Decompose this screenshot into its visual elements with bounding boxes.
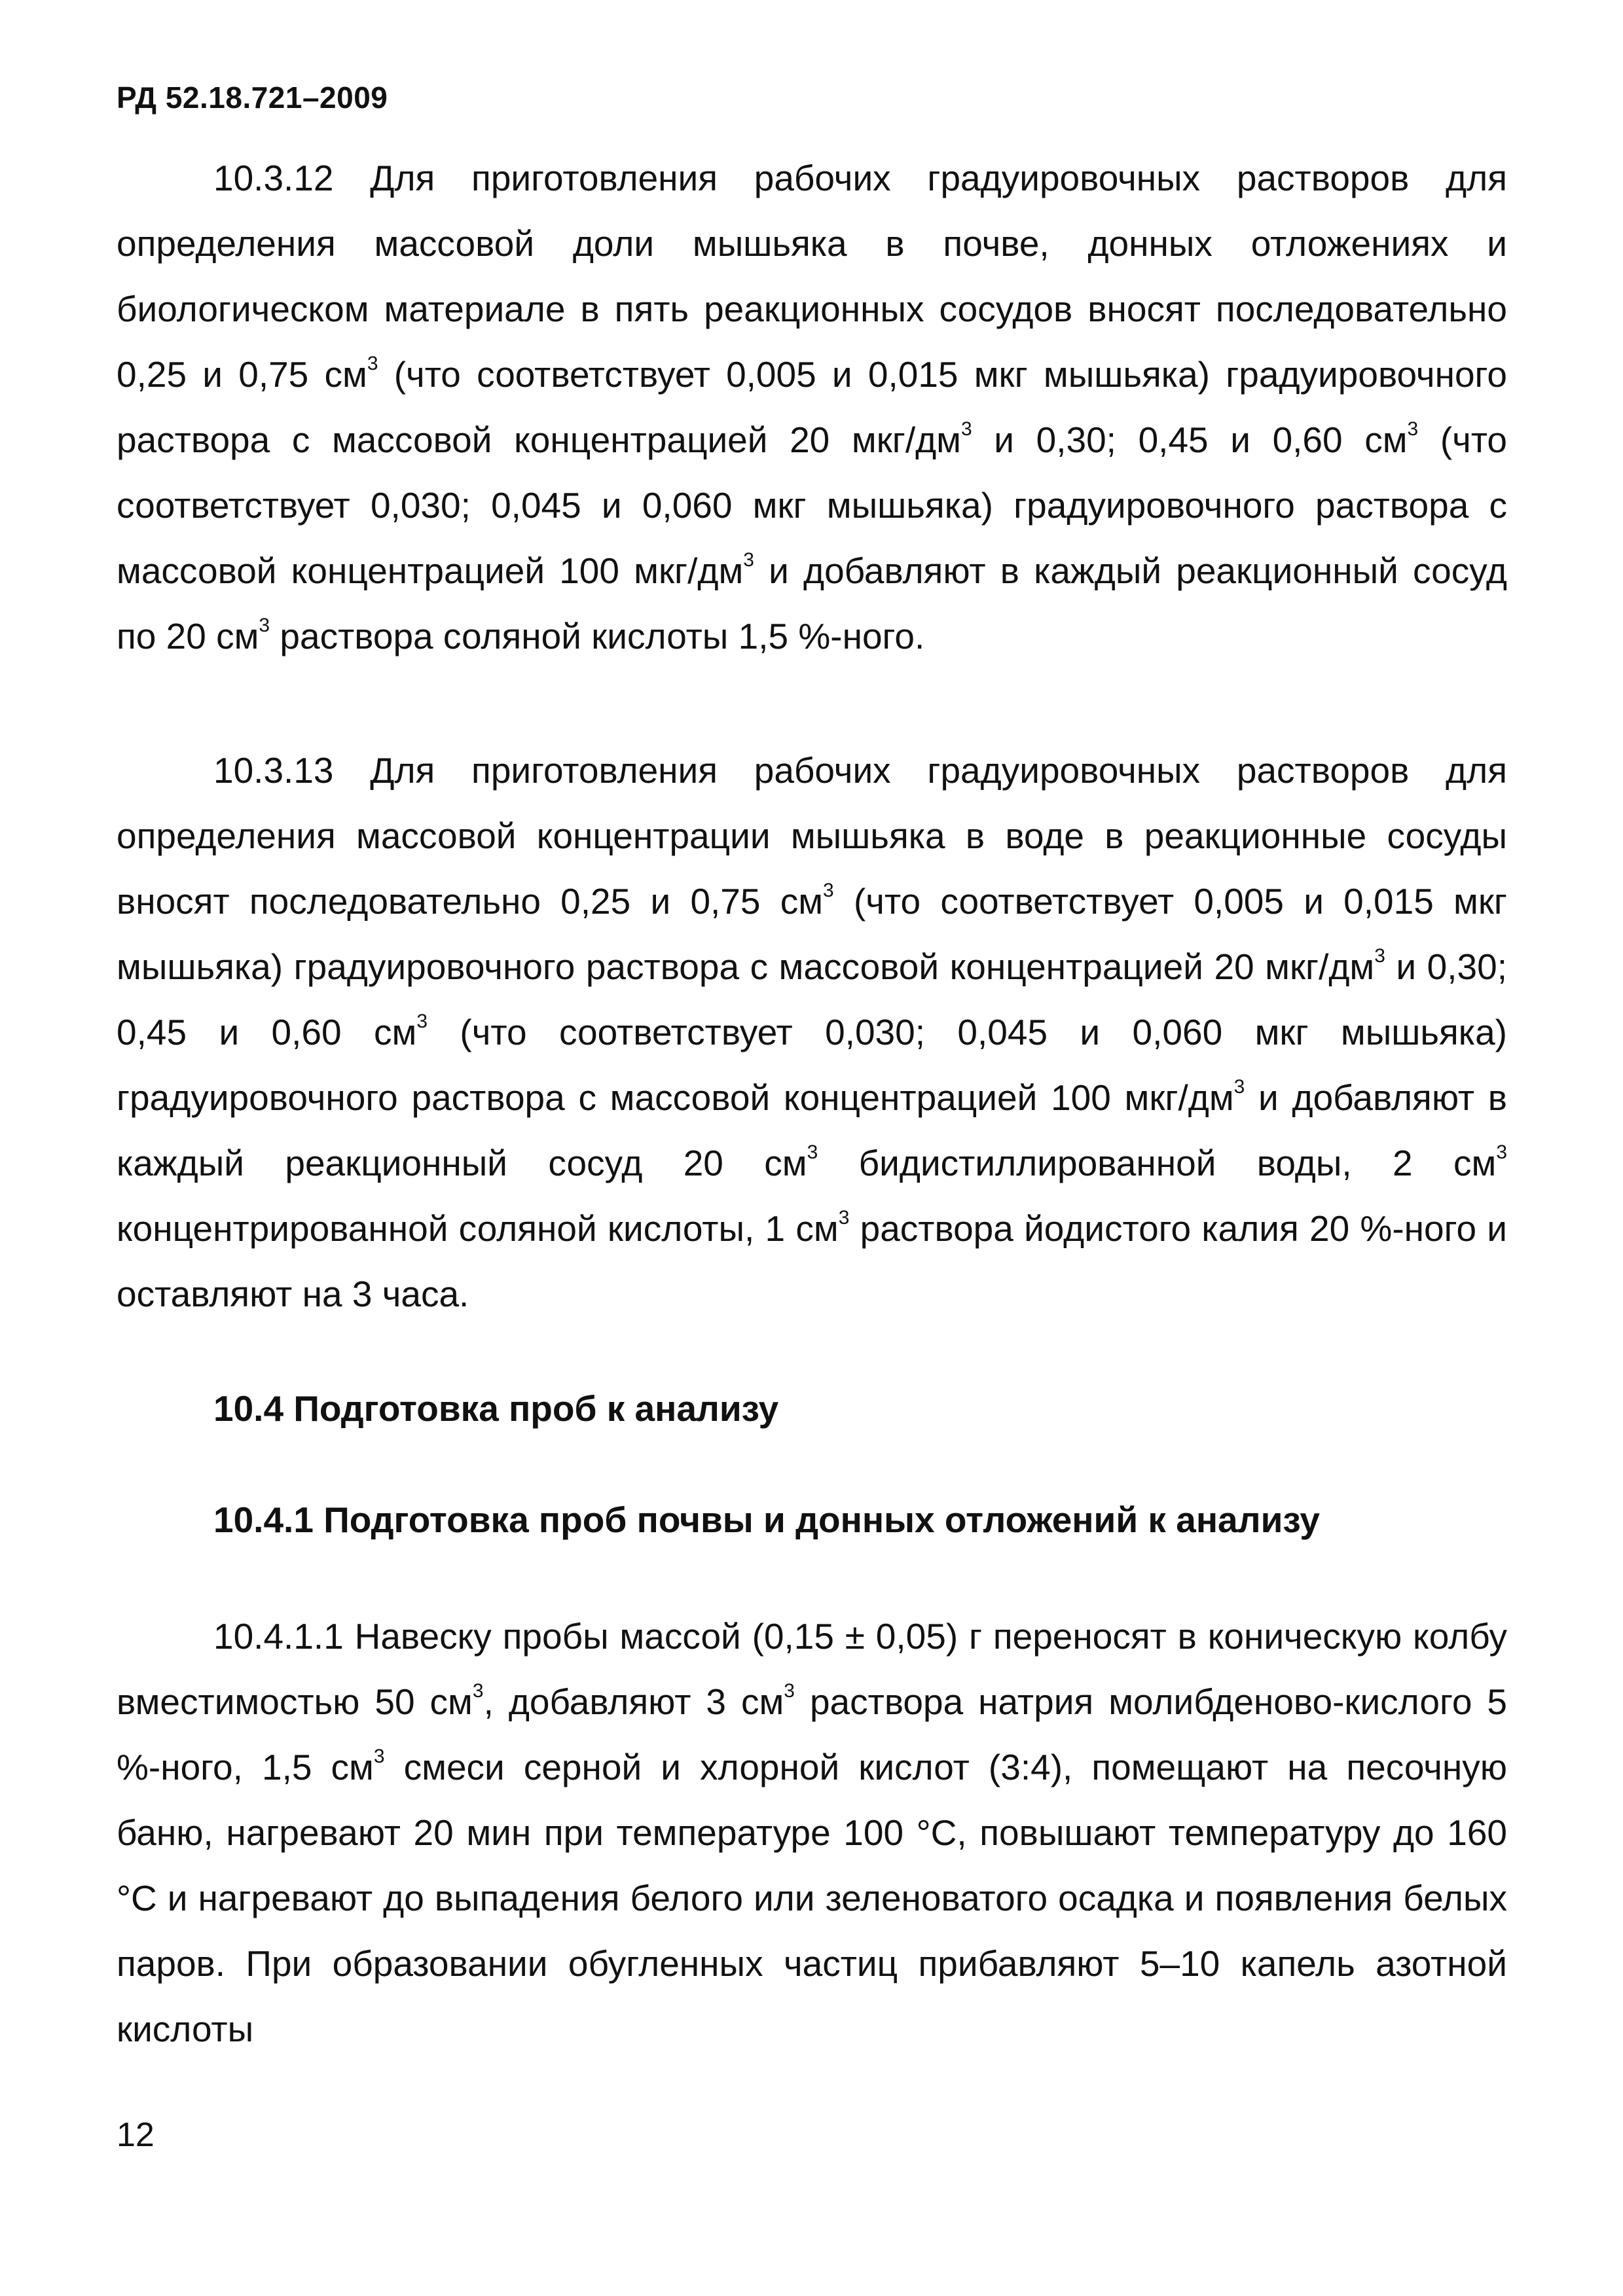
page-number: 12	[117, 2116, 155, 2154]
paragraph-10-4-1-1: 10.4.1.1 Навеску пробы массой (0,15 ± 0,05) г переносят в коническую колбу вместимостью 50 $см^3$, добавляют 3 $см^3$ раствора натрия молибденово-кислого 5 %-ного, 1,5 $см^3$ смеси серной и хлорной кислот (3:4), помещают на песочную баню, нагревают 20 мин при температуре 100 °С, повышают температуру до 160 °С и нагревают до выпадения белого или зеленоватого осадка и появления белых паров. При образовании обугленных частиц прибавляют 5–10 капель азотной кислоты	[117, 1616, 1508, 2049]
paragraph-10-3-13: 10.3.13 Для приготовления рабочих градуировочных растворов для определения массовой концентрации мышьяка в воде в реакционные сосуды вносят последовательно 0,25 и 0,75 $см^3$ (что соответствует 0,005 и 0,015 мкг мышьяка) градуировочного раствора с массовой концентрацией 20 мкг/$дм^3$ и 0,30; 0,45 и 0,60 $см^3$ (что соответствует 0,030; 0,045 и 0,060 мкг мышьяка) градуировочного раствора с массовой концентрацией 100 мкг/$дм^3$ и добавляют в каждый реакционный сосуд 20 $см^3$ бидистиллированной воды, 2 $см^3$ концентрированной соляной кислоты, 1 $см^3$ раствора йодистого калия 20 %-ного и оставляют на 3 часа.	[117, 750, 1508, 1314]
subsection-heading-10-4-1: 10.4.1 Подготовка проб почвы и донных отложений к анализу	[213, 1499, 1320, 1540]
paragraph-10-3-12: 10.3.12 Для приготовления рабочих градуировочных растворов для определения массовой доли мышьяка в почве, донных отложениях и биологическом материале в пять реакционных сосудов вносят последовательно 0,25 и 0,75 $см^3$ (что соответствует 0,005 и 0,015 мкг мышьяка) градуировочного раствора с массовой концентрацией 20 мкг/$дм^3$ и 0,30; 0,45 и 0,60 $см^3$ (что соответствует 0,030; 0,045 и 0,060 мкг мышьяка) градуировочного раствора с массовой концентрацией 100 мкг/$дм^3$ и добавляют в каждый реакционный сосуд по 20 $см^3$ раствора соляной кислоты 1,5 %-ного.	[117, 158, 1508, 656]
section-heading-10-4: 10.4 Подготовка проб к анализу	[213, 1388, 779, 1429]
document-code: РД 52.18.721–2009	[117, 81, 388, 115]
